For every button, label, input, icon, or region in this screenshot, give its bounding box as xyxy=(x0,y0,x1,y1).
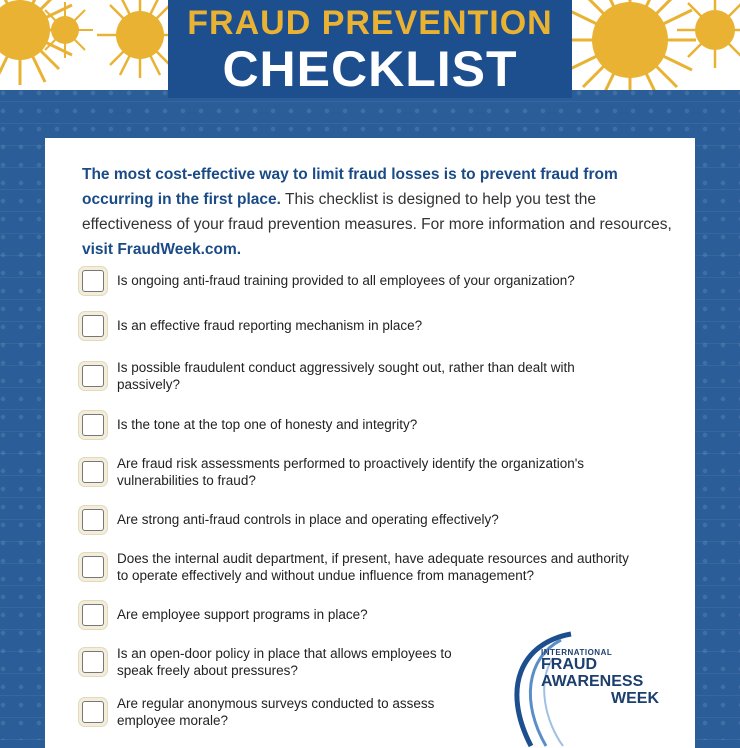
sun-burst-icon xyxy=(35,0,95,60)
checkbox[interactable] xyxy=(82,651,104,673)
logo-line-3: AWARENESS xyxy=(541,673,644,690)
logo-line-4: WEEK xyxy=(611,690,659,707)
checklist-question: Is possible fraudulent conduct aggressively sought out, rather than dealt with passively? xyxy=(117,360,575,392)
intro-lead: The most cost-effective way to limit fraud losses is to prevent fraud from occurring in the first place. xyxy=(82,166,618,208)
checklist-question: Is the tone at the top one of honesty and integrity? xyxy=(117,417,418,432)
logo-line-2: FRAUD xyxy=(541,656,597,673)
checkbox[interactable] xyxy=(82,365,104,387)
checkbox[interactable] xyxy=(82,701,104,723)
checkbox[interactable] xyxy=(82,509,104,531)
checklist-question: Are strong anti-fraud controls in place and operating effectively? xyxy=(117,512,499,527)
title-line-2: CHECKLIST xyxy=(222,41,518,97)
checklist-question: Is ongoing anti-fraud training provided to all employees of your organization? xyxy=(117,273,575,288)
checkbox[interactable] xyxy=(82,556,104,578)
checklist-question: Are regular anonymous surveys conducted to assess employee morale? xyxy=(117,696,435,728)
checkbox[interactable] xyxy=(82,461,104,483)
fraud-awareness-week-logo xyxy=(501,628,701,748)
checkbox[interactable] xyxy=(82,604,104,626)
checkbox[interactable] xyxy=(82,270,104,292)
website-link[interactable]: visit FraudWeek.com. xyxy=(82,241,242,258)
sun-burst-icon xyxy=(675,0,740,70)
title-line-1: FRAUD PREVENTION xyxy=(187,4,553,42)
intro-body: This checklist is designed to help you test the effectiveness of your fraud prevention measures. For more information and resources, xyxy=(82,191,672,233)
title-banner xyxy=(168,0,572,98)
checklist-question: Are fraud risk assessments performed to proactively identify the organization's vulnerabilities to fraud? xyxy=(117,456,585,488)
checkbox[interactable] xyxy=(82,315,104,337)
logo-line-1: INTERNATIONAL xyxy=(541,648,613,657)
checklist-question: Are employee support programs in place? xyxy=(117,607,368,622)
intro-paragraph xyxy=(82,162,672,262)
checklist-question: Is an effective fraud reporting mechanism in place? xyxy=(117,318,423,333)
checklist-question: Is an open-door policy in place that allows employees to speak freely about pressures? xyxy=(117,646,452,678)
checklist-question: Does the internal audit department, if present, have adequate resources and authority to operate effectively and without undue influence from management? xyxy=(117,551,629,583)
checklist-card xyxy=(45,138,695,748)
checkbox[interactable] xyxy=(82,414,104,436)
